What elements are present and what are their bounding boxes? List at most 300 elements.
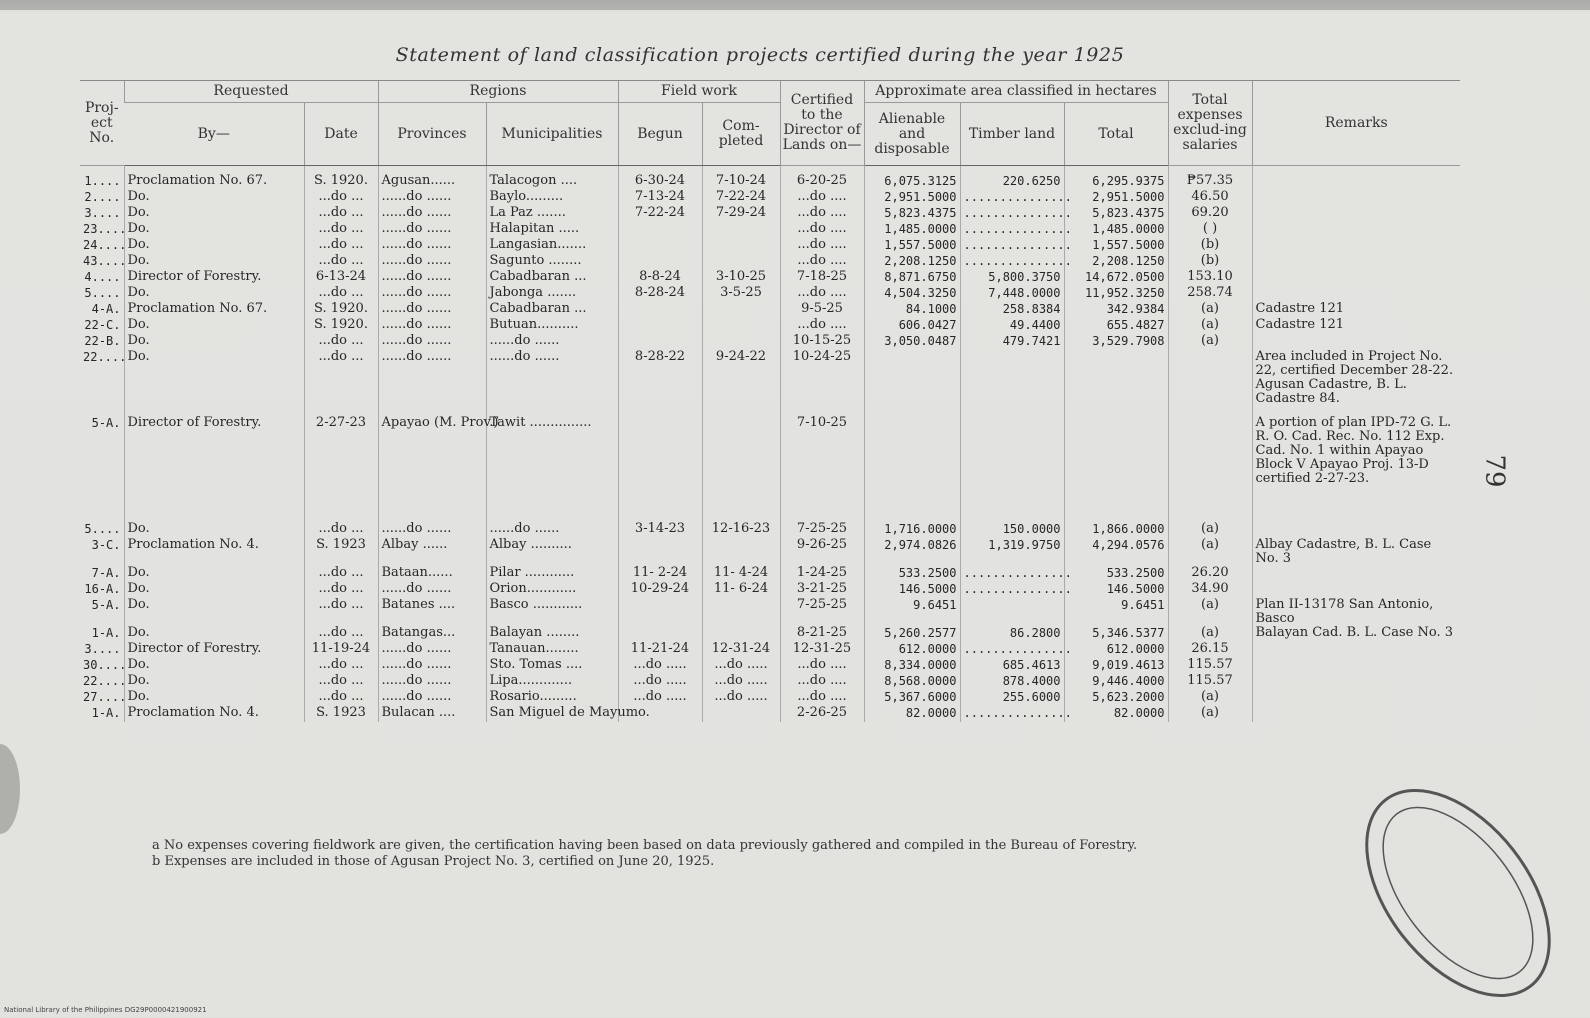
proj-no-cell: 23.... (83, 222, 127, 236)
requested-by-cell: Proclamation No. 67. (124, 302, 304, 318)
municipality-cell: San Miguel de Mayumo. (486, 706, 618, 722)
header-remarks: Remarks (1252, 81, 1460, 166)
requested-by-cell: Director of Forestry. (124, 642, 304, 658)
certified-cell: 7-25-25 (780, 598, 864, 626)
proj-no-cell: 1-A. (91, 706, 121, 720)
requested-by-cell: Do. (124, 222, 304, 238)
date-cell: 11-19-24 (304, 642, 378, 658)
completed-cell: ...do ..... (702, 674, 780, 690)
table-row (80, 302, 1460, 318)
table-row (80, 254, 1460, 270)
date-cell: ...do ... (304, 674, 378, 690)
municipality-cell: Balayan ........ (486, 626, 618, 642)
expenses-cell: 258.74 (1168, 286, 1252, 302)
alienable-cell: 82.0000 (864, 706, 960, 722)
remarks-cell (1252, 642, 1460, 658)
province-cell: ......do ...... (378, 286, 486, 302)
total-cell: 342.9384 (1064, 302, 1168, 318)
municipality-cell: Lipa............. (486, 674, 618, 690)
expenses-cell: 46.50 (1168, 190, 1252, 206)
proj-no-cell: 30.... (83, 658, 127, 672)
expenses-cell: (a) (1168, 334, 1252, 350)
certified-cell: ...do .... (780, 206, 864, 222)
alienable-cell (864, 416, 960, 522)
remarks-cell: Plan II-13178 San Antonio, Basco (1252, 598, 1460, 626)
remarks-cell (1252, 286, 1460, 302)
begun-cell: 11- 2-24 (618, 566, 702, 582)
header-row-top (80, 81, 1460, 103)
total-cell: 1,866.0000 (1064, 522, 1168, 538)
alienable-cell: 612.0000 (864, 642, 960, 658)
municipality-cell: Rosario......... (486, 690, 618, 706)
certified-cell: 7-10-25 (780, 416, 864, 522)
begun-cell: 7-22-24 (618, 206, 702, 222)
completed-cell (702, 222, 780, 238)
begun-cell (618, 598, 702, 626)
begun-cell (618, 538, 702, 566)
province-cell: ......do ...... (378, 302, 486, 318)
date-cell: ...do ... (304, 658, 378, 674)
expenses-cell: (b) (1168, 254, 1252, 270)
requested-by-cell: Do. (124, 674, 304, 690)
completed-cell (702, 626, 780, 642)
requested-by-cell: Do. (124, 190, 304, 206)
footnote-b: b Expenses are included in those of Agusan Project No. 3, certified on June 20, 1925. (152, 854, 715, 869)
date-cell: ...do ... (304, 238, 378, 254)
province-cell: Agusan...... (378, 166, 486, 191)
certified-cell: ...do .... (780, 674, 864, 690)
province-cell: ......do ...... (378, 206, 486, 222)
expenses-cell: 115.57 (1168, 658, 1252, 674)
completed-cell (702, 254, 780, 270)
total-cell: 1,485.0000 (1064, 222, 1168, 238)
begun-cell (618, 334, 702, 350)
page-title: Statement of land classification projects certified during the year 1925 (395, 44, 1125, 66)
alienable-cell: 8,568.0000 (864, 674, 960, 690)
municipality-cell: Sto. Tomas .... (486, 658, 618, 674)
municipality-cell: ......do ...... (486, 334, 618, 350)
expenses-cell: (a) (1168, 690, 1252, 706)
municipality-cell: Butuan.......... (486, 318, 618, 334)
completed-cell: 3-10-25 (702, 270, 780, 286)
header-alienable: Alienable and disposable (864, 103, 960, 166)
completed-cell: ...do ..... (702, 658, 780, 674)
certified-cell: 7-25-25 (780, 522, 864, 538)
certified-cell: 8-21-25 (780, 626, 864, 642)
remarks-cell (1252, 690, 1460, 706)
certified-cell: 12-31-25 (780, 642, 864, 658)
municipality-cell: Jabonga ....... (486, 286, 618, 302)
alienable-cell: 1,716.0000 (864, 522, 960, 538)
header-regions: Regions (378, 81, 618, 103)
remarks-cell (1252, 270, 1460, 286)
requested-by-cell: Do. (124, 658, 304, 674)
remarks-cell (1252, 206, 1460, 222)
table-row (80, 166, 1460, 191)
table-row (80, 334, 1460, 350)
header-total-expenses: Total expenses exclud-ing salaries (1168, 81, 1252, 166)
municipality-cell: Talacogon .... (486, 166, 618, 191)
municipality-cell: Cabadbaran ... (486, 302, 618, 318)
total-cell: 9,019.4613 (1064, 658, 1168, 674)
completed-cell: 11- 6-24 (702, 582, 780, 598)
total-cell: 4,294.0576 (1064, 538, 1168, 566)
certified-cell: ...do .... (780, 658, 864, 674)
total-cell: 612.0000 (1064, 642, 1168, 658)
begun-cell (618, 254, 702, 270)
requested-by-cell: Director of Forestry. (124, 416, 304, 522)
remarks-cell (1252, 658, 1460, 674)
expenses-cell: 115.57 (1168, 674, 1252, 690)
table-row (80, 598, 1460, 626)
province-cell: ......do ...... (378, 270, 486, 286)
certified-cell: ...do .... (780, 254, 864, 270)
begun-cell: ...do ..... (618, 690, 702, 706)
timber-cell: ............... (960, 582, 1064, 598)
remarks-cell (1252, 334, 1460, 350)
total-cell: 2,951.5000 (1064, 190, 1168, 206)
municipality-cell: Sagunto ........ (486, 254, 618, 270)
requested-by-cell: Do. (124, 626, 304, 642)
proj-no-cell: 5.... (84, 286, 121, 300)
timber-cell: 5,800.3750 (960, 270, 1064, 286)
begun-cell (618, 626, 702, 642)
completed-cell (702, 598, 780, 626)
library-watermark: National Library of the Philippines DG29P0000421900921 (4, 1006, 207, 1014)
expenses-cell: ₱57.35 (1168, 166, 1252, 191)
certified-cell: 7-18-25 (780, 270, 864, 286)
municipality-cell: Cabadbaran ... (486, 270, 618, 286)
timber-cell: 878.4000 (960, 674, 1064, 690)
total-cell: 146.5000 (1064, 582, 1168, 598)
municipality-cell: Orion............ (486, 582, 618, 598)
alienable-cell (864, 350, 960, 416)
total-cell: 14,672.0500 (1064, 270, 1168, 286)
timber-cell: 150.0000 (960, 522, 1064, 538)
expenses-cell: ( ) (1168, 222, 1252, 238)
begun-cell: 7-13-24 (618, 190, 702, 206)
province-cell: ......do ...... (378, 222, 486, 238)
date-cell: ...do ... (304, 350, 378, 416)
header-approx-area: Approximate area classified in hectares (864, 81, 1168, 103)
alienable-cell: 5,367.6000 (864, 690, 960, 706)
province-cell: Bataan...... (378, 566, 486, 582)
proj-no-cell: 43.... (83, 254, 127, 268)
province-cell: ......do ...... (378, 582, 486, 598)
remarks-cell (1252, 222, 1460, 238)
requested-by-cell: Do. (124, 238, 304, 254)
total-cell: 5,823.4375 (1064, 206, 1168, 222)
date-cell: ...do ... (304, 334, 378, 350)
proj-no-cell: 4-A. (91, 302, 121, 316)
table-row (80, 658, 1460, 674)
requested-by-cell: Do. (124, 286, 304, 302)
date-cell: 6-13-24 (304, 270, 378, 286)
begun-cell: 11-21-24 (618, 642, 702, 658)
expenses-cell: 26.15 (1168, 642, 1252, 658)
remarks-cell: Cadastre 121 (1252, 318, 1460, 334)
date-cell: S. 1923 (304, 706, 378, 722)
date-cell: ...do ... (304, 582, 378, 598)
province-cell: Apayao (M. Prov.) (378, 416, 486, 522)
total-cell: 6,295.9375 (1064, 166, 1168, 191)
requested-by-cell: Proclamation No. 67. (124, 166, 304, 191)
table-row (80, 206, 1460, 222)
requested-by-cell: Do. (124, 582, 304, 598)
completed-cell: 7-22-24 (702, 190, 780, 206)
table-row (80, 222, 1460, 238)
header-provinces: Provinces (378, 103, 486, 166)
expenses-cell: 69.20 (1168, 206, 1252, 222)
begun-cell: 8-28-22 (618, 350, 702, 416)
requested-by-cell: Do. (124, 690, 304, 706)
requested-by-cell: Proclamation No. 4. (124, 538, 304, 566)
expenses-cell: (a) (1168, 522, 1252, 538)
header-timber: Timber land (960, 103, 1064, 166)
proj-no-cell: 27.... (83, 690, 127, 704)
proj-no-cell: 4.... (84, 270, 121, 284)
certified-cell: 1-24-25 (780, 566, 864, 582)
land-classification-table (80, 80, 1460, 722)
timber-cell: ............... (960, 642, 1064, 658)
header-requested: Requested (124, 81, 378, 103)
scan-smudge (0, 744, 20, 834)
expenses-cell: (a) (1168, 318, 1252, 334)
expenses-cell: 153.10 (1168, 270, 1252, 286)
table-row (80, 350, 1460, 416)
alienable-cell: 5,823.4375 (864, 206, 960, 222)
timber-cell: ............... (960, 706, 1064, 722)
municipality-cell: ......do ...... (486, 522, 618, 538)
begun-cell: 6-30-24 (618, 166, 702, 191)
date-cell: ...do ... (304, 598, 378, 626)
proj-no-cell: 5-A. (91, 416, 121, 430)
total-cell: 9.6451 (1064, 598, 1168, 626)
date-cell: ...do ... (304, 286, 378, 302)
expenses-cell: (b) (1168, 238, 1252, 254)
alienable-cell: 3,050.0487 (864, 334, 960, 350)
proj-no-cell: 1-A. (91, 626, 121, 640)
expenses-cell: 34.90 (1168, 582, 1252, 598)
proj-no-cell: 3.... (84, 642, 121, 656)
expenses-cell (1168, 416, 1252, 522)
table-row (80, 626, 1460, 642)
alienable-cell: 2,208.1250 (864, 254, 960, 270)
college-stamp (1338, 768, 1578, 1018)
total-cell: 5,346.5377 (1064, 626, 1168, 642)
province-cell: ......do ...... (378, 334, 486, 350)
completed-cell (702, 706, 780, 722)
municipality-cell: Halapitan ..... (486, 222, 618, 238)
total-cell: 5,623.2000 (1064, 690, 1168, 706)
date-cell: ...do ... (304, 626, 378, 642)
remarks-cell (1252, 582, 1460, 598)
alienable-cell: 4,504.3250 (864, 286, 960, 302)
municipality-cell: Tanauan........ (486, 642, 618, 658)
begun-cell: ...do ..... (618, 658, 702, 674)
timber-cell: 479.7421 (960, 334, 1064, 350)
proj-no-cell: 2.... (84, 190, 121, 204)
timber-cell: 86.2800 (960, 626, 1064, 642)
date-cell: S. 1920. (304, 318, 378, 334)
timber-cell: ............... (960, 222, 1064, 238)
timber-cell (960, 350, 1064, 416)
completed-cell: 3-5-25 (702, 286, 780, 302)
province-cell: ......do ...... (378, 238, 486, 254)
date-cell: ...do ... (304, 690, 378, 706)
completed-cell: 9-24-22 (702, 350, 780, 416)
completed-cell (702, 334, 780, 350)
begun-cell: 10-29-24 (618, 582, 702, 598)
alienable-cell: 6,075.3125 (864, 166, 960, 191)
requested-by-cell: Do. (124, 350, 304, 416)
completed-cell (702, 538, 780, 566)
alienable-cell: 146.5000 (864, 582, 960, 598)
alienable-cell: 9.6451 (864, 598, 960, 626)
certified-cell: 3-21-25 (780, 582, 864, 598)
completed-cell: 12-16-23 (702, 522, 780, 538)
total-cell: 655.4827 (1064, 318, 1168, 334)
municipality-cell: Pilar ............ (486, 566, 618, 582)
date-cell: ...do ... (304, 206, 378, 222)
certified-cell: ...do .... (780, 190, 864, 206)
date-cell: S. 1923 (304, 538, 378, 566)
certified-cell: 10-24-25 (780, 350, 864, 416)
timber-cell: 49.4400 (960, 318, 1064, 334)
timber-cell: 1,319.9750 (960, 538, 1064, 566)
proj-no-cell: 16-A. (84, 582, 121, 596)
table-row (80, 642, 1460, 658)
table-row (80, 706, 1460, 722)
province-cell: ......do ...... (378, 190, 486, 206)
municipality-cell: Tawit ............... (486, 416, 618, 522)
begun-cell (618, 318, 702, 334)
footnotes (152, 838, 1137, 870)
requested-by-cell: Director of Forestry. (124, 270, 304, 286)
province-cell: Albay ...... (378, 538, 486, 566)
remarks-cell (1252, 674, 1460, 690)
completed-cell: 12-31-24 (702, 642, 780, 658)
date-cell: S. 1920. (304, 166, 378, 191)
completed-cell (702, 238, 780, 254)
requested-by-cell: Do. (124, 254, 304, 270)
timber-cell (960, 598, 1064, 626)
requested-by-cell: Do. (124, 598, 304, 626)
remarks-cell (1252, 238, 1460, 254)
timber-cell: 685.4613 (960, 658, 1064, 674)
table-row (80, 538, 1460, 566)
header-date: Date (304, 103, 378, 166)
remarks-cell (1252, 522, 1460, 538)
remarks-cell: Albay Cadastre, B. L. Case No. 3 (1252, 538, 1460, 566)
certified-cell: ...do .... (780, 222, 864, 238)
proj-no-cell: 22.... (83, 674, 127, 688)
province-cell: ......do ...... (378, 318, 486, 334)
alienable-cell: 533.2500 (864, 566, 960, 582)
timber-cell: ............... (960, 238, 1064, 254)
date-cell: ...do ... (304, 522, 378, 538)
header-total: Total (1064, 103, 1168, 166)
timber-cell: ............... (960, 566, 1064, 582)
alienable-cell: 1,557.5000 (864, 238, 960, 254)
date-cell: 2-27-23 (304, 416, 378, 522)
alienable-cell: 2,951.5000 (864, 190, 960, 206)
date-cell: ...do ... (304, 254, 378, 270)
alienable-cell: 8,334.0000 (864, 658, 960, 674)
remarks-cell (1252, 706, 1460, 722)
certified-cell: 9-26-25 (780, 538, 864, 566)
requested-by-cell: Do. (124, 334, 304, 350)
requested-by-cell: Do. (124, 522, 304, 538)
remarks-cell (1252, 190, 1460, 206)
certified-cell: 6-20-25 (780, 166, 864, 191)
total-cell: 11,952.3250 (1064, 286, 1168, 302)
province-cell: Batangas... (378, 626, 486, 642)
proj-no-cell: 22.... (83, 350, 127, 364)
header-by: By— (124, 103, 304, 166)
remarks-cell (1252, 254, 1460, 270)
date-cell: ...do ... (304, 190, 378, 206)
certified-cell: ...do .... (780, 286, 864, 302)
total-cell: 533.2500 (1064, 566, 1168, 582)
page-number: 79 (1479, 454, 1510, 488)
certified-cell: 10-15-25 (780, 334, 864, 350)
expenses-cell: (a) (1168, 598, 1252, 626)
requested-by-cell: Do. (124, 566, 304, 582)
proj-no-cell: 5.... (84, 522, 121, 536)
total-cell: 2,208.1250 (1064, 254, 1168, 270)
total-cell: 82.0000 (1064, 706, 1168, 722)
requested-by-cell: Do. (124, 206, 304, 222)
table-row (80, 270, 1460, 286)
province-cell: ......do ...... (378, 522, 486, 538)
completed-cell: 7-29-24 (702, 206, 780, 222)
province-cell: ......do ...... (378, 642, 486, 658)
proj-no-cell: 5-A. (91, 598, 121, 612)
certified-cell: ...do .... (780, 690, 864, 706)
requested-by-cell: Proclamation No. 4. (124, 706, 304, 722)
header-completed: Com-pleted (702, 103, 780, 166)
certified-cell: 9-5-25 (780, 302, 864, 318)
total-cell: 9,446.4000 (1064, 674, 1168, 690)
page-top-edge (0, 0, 1590, 10)
certified-cell: ...do .... (780, 318, 864, 334)
header-certified: Certified to the Director of Lands on— (780, 81, 864, 166)
province-cell: ......do ...... (378, 254, 486, 270)
expenses-cell: 26.20 (1168, 566, 1252, 582)
table-row (80, 190, 1460, 206)
timber-cell: ............... (960, 206, 1064, 222)
total-cell (1064, 350, 1168, 416)
timber-cell (960, 416, 1064, 522)
remarks-cell: A portion of plan IPD-72 G. L. R. O. Cad. Rec. No. 112 Exp. Cad. No. 1 within Apayao Block V Apayao Proj. 13-D certified 2-27-23. (1252, 416, 1460, 522)
alienable-cell: 8,871.6750 (864, 270, 960, 286)
begun-cell (618, 238, 702, 254)
begun-cell (618, 416, 702, 522)
table-row (80, 674, 1460, 690)
expenses-cell: (a) (1168, 538, 1252, 566)
total-cell (1064, 416, 1168, 522)
municipality-cell: Albay .......... (486, 538, 618, 566)
timber-cell: 258.8384 (960, 302, 1064, 318)
table-row (80, 582, 1460, 598)
alienable-cell: 84.1000 (864, 302, 960, 318)
province-cell: ......do ...... (378, 350, 486, 416)
table-row (80, 566, 1460, 582)
alienable-cell: 5,260.2577 (864, 626, 960, 642)
timber-cell: ............... (960, 254, 1064, 270)
timber-cell: 255.6000 (960, 690, 1064, 706)
